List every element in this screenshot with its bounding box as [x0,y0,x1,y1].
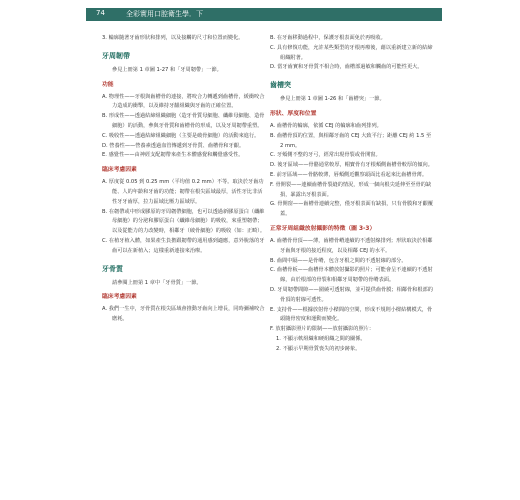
list-item: D. 牙周韌帶間隙——圍繞可透射線，並可提供齒骨膜；相鄰骨和根部的骨頂的射線可透性。 [270,286,433,303]
list-item: C. 在植牙植入體，如果產生負擔跟韌帶的通用感到適應，意外脫落的牙齒可以在新植入；這樣重新連接來治療。 [102,237,265,254]
list-item: C. 具有修復功能，允許某些類型的牙根再療後，藉以重新建立新的結締組織附著。 [270,44,433,61]
list-item: A. 齒槽骨骨頂——薄，齒槽骨嵴連續的不透射線排列；形狀取決於相鄰牙齒與牙根的接近程度，以及相鄰 CEJ 的水平。 [270,237,433,254]
list-item: B. 形成性——透過結締組織細胞（造牙骨質母細胞、纖維母細胞、造骨細胞）的活動，參與牙骨質和齒槽骨的形成，以及牙周韌帶重塑。 [102,113,265,129]
list-item: B. 在牙齒移動過程中，保護牙根表面免於再吸收。 [270,35,386,41]
list-item: A. 齒槽骨的輪廓，依循 CEJ 的輪廓和齒列排列。 [270,122,382,129]
list-item: C. 吸收性——透過結締組織細胞（主要是破骨細胞）的活動來進行。 [102,132,260,139]
section-intro: 請參閱上冊第 1 章中「牙骨質」一節。 [112,279,202,286]
book-title: 全彩實用口腔衛生學．下 [126,10,203,18]
subheading-clinical-considerations: 臨床考慮因素 [102,294,137,301]
subheading-shape-thickness-position: 形狀、厚度和位置 [270,110,317,117]
subheading-clinical-considerations: 臨床考慮因素 [102,167,137,174]
section-heading-alveolar-process: 齒槽突 [270,81,291,90]
section-heading-cementum: 牙骨質 [102,264,123,273]
book-page [86,8,442,494]
list-item: E. 感覺性——由神經支配韌帶來產生本體感覺和觸覺感受性。 [102,152,244,159]
list-item: G. 骨開窗——齒槽骨連續完整，僅牙根表面有缺損，只有骨膜和牙齦覆蓋。 [270,201,433,218]
subheading-radiographic-features: 正常牙周組織放射攝影的特徵（圖 3-3） [270,225,376,232]
list-item: F. 骨開裂——連續齒槽骨裂縫的情況，形成一個向根尖延伸至至骨的缺損，暴露出牙根表面。 [270,181,432,198]
subheading-function: 功能 [102,81,114,88]
sub-list-item: 1. 不顯示軟組織和硬組織之間的關係。 [276,335,366,342]
list-item: F. 放射攝影照片的限制——放射攝影的照片： [270,326,375,333]
list-item: 3. 輪廓隨著牙齒形狀和排列，以及接觸的尺寸和位置而變化。 [102,35,244,41]
list-item: D. 後牙區域——骨骼通常較厚，帽寶骨有牙根頰側齒槽骨較厚的傾向。 [270,162,433,169]
list-item: D. 當牙齒實和牙骨質不相合時，齒槽部過敏和觸齒的可能性更大。 [270,64,423,71]
list-item: E. 支持骨——根據放射骨小樑間的空間，形成不規則小樑結構模式，骨頭隨骨密度和運動而變化。 [270,306,433,323]
list-item: B. 齒槽骨頂的位置，與相鄰牙齒的 CEJ 大致平行；距離 CEJ 約 1.5 至 2 mm。 [270,132,432,149]
list-item: B. 齒間中隔——是骨嵴，包含牙根之間的不透射線的部分。 [270,257,407,264]
left-column [102,34,266,325]
list-item: C. 齒槽骨板——齒槽骨本體放射攝影的照片；可能會呈不連續的不透射線，由於根部的骨裂和相鄰牙周韌帶的骨嵴表面。 [270,267,433,284]
list-item: A. 我們一生中，牙骨質在根尖區域會推動牙齒向上增長，同時彌補咬合磨耗。 [102,306,265,323]
list-item: A. 厚度從 0.05 到 0.25 mm（平均值 0.2 mm）不等。取決於牙齒功能、人的年齡和牙齒的功能；韌帶在根尖區域最厚，活性牙比非活性牙牙齒厚，拉力區域比壓力區域厚。 [102,179,264,205]
list-item: A. 物理性——牙根與齒槽骨的連接，將咬合力轉遞到齒槽骨，緩衝咬合力造成的衝擊，以及維持牙齦組織與牙齒的正確位置。 [102,93,265,110]
list-item: D. 營養性——營養素透過血管傳遞到牙骨質、齒槽骨和牙齦。 [102,142,245,149]
sub-list-item: 2. 不顯示早期骨質喪失的初步跡象。 [276,345,361,352]
section-heading-periodontal-ligament: 牙周韌帶 [102,51,130,60]
page-header [86,8,442,21]
section-intro: 參見上冊第 1 章圖 1-26 和「齒槽突」一節。 [280,96,385,103]
list-item: B. 在韌帶或中形成膠原的牙周韌帶細胞，也可以透過新膠原蛋白（纖維母細胞）的分泌和膠原蛋白（纖維母細胞）的吸收，來重塑韌帶；以及從能力的力改變時，相鄰牙（破骨細胞）的吸收（如：正畸）。 [102,208,266,235]
list-item: C. 牙頰側不整的牙弓，經常出現骨裂或骨開窗。 [270,152,381,159]
right-column [270,34,434,355]
section-intro: 參見上冊第 1 章圖 1-27 和「牙周韌帶」一節。 [112,66,222,73]
list-item: E. 前牙區域——骨骼較薄，唇頰側近觀察頭面比看起來比齒槽骨薄。 [270,171,428,178]
page-number: 74 [96,9,105,17]
